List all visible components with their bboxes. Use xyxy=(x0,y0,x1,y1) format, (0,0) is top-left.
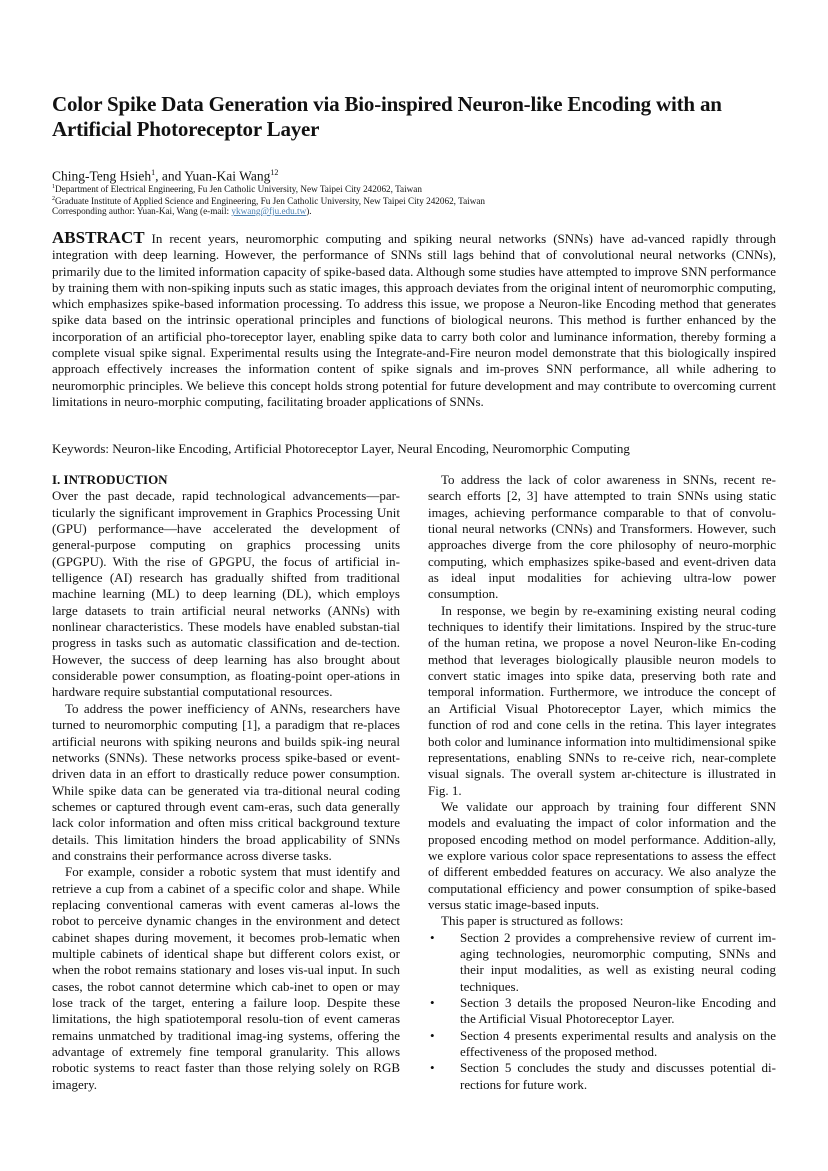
bullet-icon: • xyxy=(430,929,435,945)
corresponding-prefix: Corresponding author: Yuan-Kai, Wang (e-mail: xyxy=(52,206,232,216)
section-outline-list xyxy=(428,930,776,1093)
author-name: Ching-Teng Hsieh xyxy=(52,168,152,184)
affiliation-text: Department of Electrical Engineering, Fu Jen Catholic University, New Taipei City 242062, Taiwan xyxy=(55,184,422,195)
author-affiliation-marker: 12 xyxy=(270,168,279,177)
author-affiliation-marker: 1 xyxy=(151,168,156,177)
affiliation-marker: 1 xyxy=(52,184,55,190)
paragraph: In response, we begin by re-examining existing neural coding techniques to identify their limitations. Inspired by the struc-ture of the human retina, we propose a novel Neuron-like En-coding method that leverages biologically plausible neuron models to convert static images into spike data, preserving both rate and temporal information. Furthermore, we introduce the concept of an Artificial Visual Photoreceptor Layer, which mimics the function of rod and cone cells in the retina. This layer integrates both color and luminance information into multidimensional spike representations, enabling SNNs to re-ceive rich, near-complete visual signals. The overall system ar-chitecture is illustrated in Fig. 1. xyxy=(428,602,776,798)
affiliation-text: Graduate Institute of Applied Science and Engineering, Fu Jen Catholic University, New Taipei City 242062, Taiwan xyxy=(55,196,486,207)
left-column xyxy=(52,472,400,1093)
right-column xyxy=(428,472,776,1093)
corresponding-suffix: ). xyxy=(306,206,312,216)
paragraph: To address the lack of color awareness in SNNs, recent re-search efforts [2, 3] have attempted to train SNNs using static images, achieving performance comparable to that of convolu-tional neural networks (CNNs) and Transformers. However, such approaches diverge from the core philosophy of neuro-morphic computing, which emphasizes spike-based and event-driven data as ideal input modalities for achieving ultra-low power consumption. xyxy=(428,472,776,602)
abstract xyxy=(52,230,776,410)
list-item-text: Section 3 details the proposed Neuron-like Encoding and the Artificial Visual Photoreceptor Layer. xyxy=(460,995,776,1027)
section-heading: I. INTRODUCTION xyxy=(52,472,168,487)
author-separator: , and xyxy=(155,168,185,184)
author-name: Yuan-Kai Wang xyxy=(184,168,271,184)
paragraph: This paper is structured as follows: xyxy=(441,913,624,929)
affiliation-marker: 2 xyxy=(52,196,55,202)
paper-title: Color Spike Data Generation via Bio-inspired Neuron-like Encoding with an Artificial Photoreceptor Layer xyxy=(52,92,722,141)
list-item xyxy=(428,930,776,995)
bullet-icon: • xyxy=(430,995,435,1010)
keywords: Keywords: Neuron-like Encoding, Artificial Photoreceptor Layer, Neural Encoding, Neuromorphic Computing xyxy=(52,441,630,456)
bullet-icon: • xyxy=(430,1060,435,1076)
corresponding-author xyxy=(52,206,752,217)
email-link[interactable]: ykwang@fju.edu.tw xyxy=(231,206,307,216)
abstract-label: ABSTRACT xyxy=(52,228,145,247)
list-item xyxy=(428,1060,776,1093)
paragraph: To address the power inefficiency of ANNs, researchers have turned to neuromorphic computing [1], a paradigm that re-places artificial neurons with spiking neurons and builds spik-ing neural networks (SNNs). These networks process spike-based or event-driven data in an effort to drastically reduce power consumption. While spike data can be generated via tra-ditional neural coding schemes or captured through event cam-eras, such data generally lack color information and often miss critical background texture details. This limitation hinders the broad applicability of SNNs and constrains their performance across diverse tasks. xyxy=(52,700,400,863)
abstract-text: In recent years, neuromorphic computing and spiking neural networks (SNNs) have ad-vanced rapidly through integration with deep learning. However, the performance of SNNs still lags behind that of convolutional neural networks (CNNs), primarily due to the limited information capacity of spike-based data. Although some studies have attempted to improve SNN performance by training them with non-spiking inputs such as static images, this approach deviates from the original intent of neuromorphic computing, which emphasizes spike-based information processing. To address this issue, we propose a Neuron-like Encoding method that generates spike data based on the intrinsic operational principles and functions of biological neurons. This method is further enhanced by the incorporation of an artificial pho-toreceptor layer, enabling spike data to carry both color and luminance information, thereby forming a complete visual spike signal. Experimental results using the Integrate-and-Fire neuron model demonstrate that this biologically inspired approach effectively increases the information content of spike signals and im-proves SNN performance, all while adhering to neuromorphic principles. We believe this concept holds strong potential for future development and may contribute to overcoming current limitations in neuro-morphic computing, facilitating broader applications of SNNs. xyxy=(52,231,776,409)
list-item xyxy=(428,995,776,1028)
list-item-text: Section 5 concludes the study and discusses potential di-rections for future work. xyxy=(460,1060,776,1092)
paragraph: Over the past decade, rapid technological advancements—par-ticularly the significant improvement in Graphics Processing Unit (GPU) performance—have accelerated the development of general-purpose computing on graphics processing units (GPGPU). With the rise of GPGPU, the focus of artificial in-telligence (AI) research has gradually shifted from traditional machine learning (ML) to deep learning (DL), which employs large datasets to train artificial neural networks (ANNs) with nonlinear characteristics. These models have enabled substan-tial progress in tasks such as automatic classification and de-tection. However, the success of deep learning has also brought about considerable power consumption, as floating-point oper-ations in hardware require substantial computational resources. xyxy=(52,488,400,700)
paragraph: We validate our approach by training four different SNN models and evaluating the impact of color information and the proposed encoding method on model performance. Addition-ally, we explore various color space representations to assess the effect of different embedded features on accuracy. We also analyze the computational efficiency and power consumption of spike-based versus static image-based inputs. xyxy=(428,798,776,912)
list-item-text: Section 4 presents experimental results and analysis on the effectiveness of the proposed method. xyxy=(460,1027,776,1060)
list-item-text: Section 2 provides a comprehensive review of current im-aging technologies, neuromorphic computing, SNNs and their input modalities, as well as existing neural coding techniques. xyxy=(460,929,776,994)
bullet-icon: • xyxy=(430,1027,435,1043)
list-item xyxy=(428,1028,776,1061)
paragraph: For example, consider a robotic system that must identify and retrieve a cup from a cabinet of a specific color and shape. While replacing conventional cameras with event cameras al-lows the robot to perceive dynamic changes in the environment and detect cabinet shapes during movement, it becomes prob-lematic when multiple cabinets of identical shape but different colors exist, or when the robot remains stationary and loses vis-ual input. In such cases, the robot cannot determine which cab-inet to open or may lose track of the target, entering a failure loop. Despite these limitations, the high spatiotemporal resolu-tion of event cameras remains unmatched by traditional imag-ing systems, offering the advantage of extremely fine temporal granularity. This allows robotic systems to react faster than those relying solely on RGB imagery. xyxy=(52,864,400,1092)
